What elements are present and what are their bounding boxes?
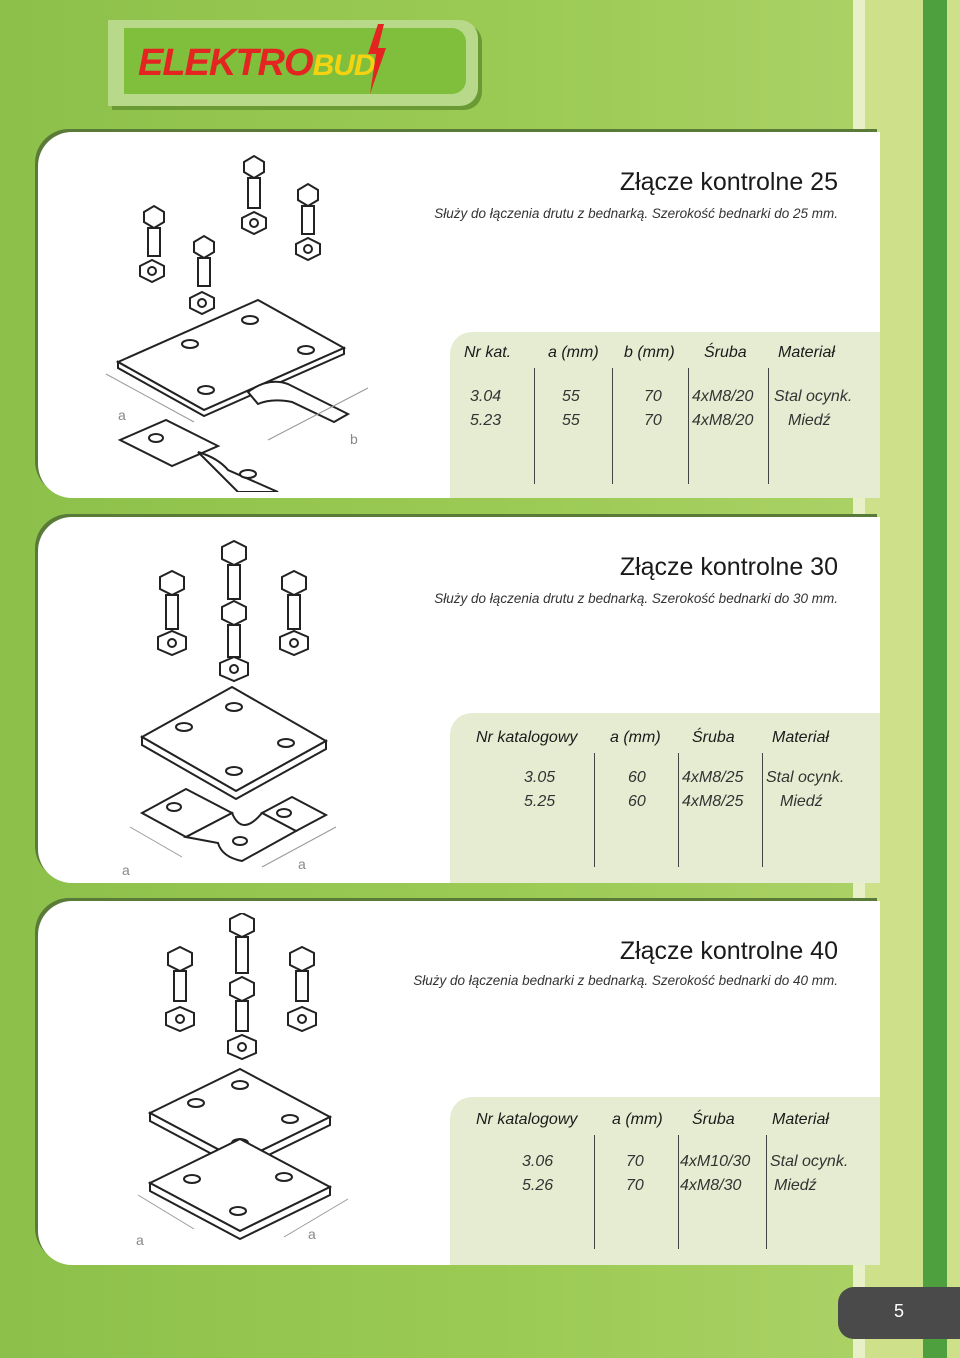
connector-40-drawing <box>134 913 384 1253</box>
bolt-icon <box>166 947 194 1031</box>
table-header: Śruba <box>692 729 735 746</box>
table-cell: 4xM8/25 <box>682 793 744 810</box>
table-cell: 3.06 <box>522 1153 554 1170</box>
page-number: 5 <box>894 1301 905 1321</box>
table-cell: 3.04 <box>470 388 502 405</box>
dimension-label-a: a <box>136 1232 144 1248</box>
side-stripe-edge <box>947 0 960 1358</box>
table-divider <box>678 753 679 867</box>
table-divider <box>766 1135 767 1249</box>
bolt-icon <box>288 947 316 1031</box>
connector-30-drawing <box>122 537 372 877</box>
table-header: Materiał <box>772 729 829 746</box>
table-cell: 4xM8/20 <box>692 388 754 405</box>
table-cell: 70 <box>626 1177 644 1194</box>
table-cell: Stal ocynk. <box>766 769 845 786</box>
bolt-icon <box>190 236 214 314</box>
table-header: Materiał <box>778 344 835 361</box>
dimension-label-a: a <box>298 856 306 872</box>
table-cell: Stal ocynk. <box>770 1153 849 1170</box>
bolt-icon <box>158 571 186 655</box>
bolt-icon <box>220 601 248 681</box>
table-cell: 5.23 <box>470 412 502 429</box>
table-cell: 3.05 <box>524 769 556 786</box>
side-stripe-green <box>923 0 947 1358</box>
table-cell: 4xM8/30 <box>680 1177 742 1194</box>
product-title: Złącze kontrolne 25 <box>619 168 838 196</box>
bolt-icon <box>222 541 246 599</box>
table-cell: 4xM10/30 <box>680 1153 751 1170</box>
product-title: Złącze kontrolne 40 <box>619 937 838 965</box>
product-title: Złącze kontrolne 30 <box>619 553 838 581</box>
table-cell: 5.26 <box>522 1177 554 1194</box>
logo <box>138 42 375 85</box>
bolt-icon <box>296 184 320 260</box>
table-divider <box>688 368 689 484</box>
table-header: a (mm) <box>612 1111 663 1128</box>
dimension-label-a: a <box>122 862 130 877</box>
bolt-icon <box>228 977 256 1059</box>
table-cell: 60 <box>628 793 646 810</box>
lightning-bolt-icon <box>364 24 388 96</box>
product-panel-40 <box>38 901 880 1265</box>
table-divider <box>678 1135 679 1249</box>
table-cell: Miedź <box>788 412 831 429</box>
table-cell: 70 <box>644 388 662 405</box>
table-header: Śruba <box>704 344 747 361</box>
table-cell: 70 <box>644 412 662 429</box>
table-header: Nr kat. <box>464 344 512 361</box>
dimension-label-a: a <box>308 1226 316 1242</box>
table-header: Nr katalogowy <box>476 729 578 746</box>
table-header: a (mm) <box>610 729 661 746</box>
bolt-icon <box>140 206 164 282</box>
table-divider <box>762 753 763 867</box>
logo-part1: ELEKTRO <box>138 42 313 84</box>
table-cell: 4xM8/20 <box>692 412 754 429</box>
bolt-icon <box>280 571 308 655</box>
table-header: b (mm) <box>624 344 675 361</box>
product-description: Służy do łączenia drutu z bednarką. Szerokość bednarki do 25 mm. <box>434 206 838 221</box>
bolt-icon <box>230 913 254 973</box>
table-cell: Stal ocynk. <box>774 388 853 405</box>
logo-inner <box>124 28 466 94</box>
logo-part2: BUD <box>312 49 375 82</box>
product-panel-25 <box>38 132 880 498</box>
table-divider <box>594 753 595 867</box>
table-divider <box>594 1135 595 1249</box>
table-divider <box>534 368 535 484</box>
table-cell: 4xM8/25 <box>682 769 744 786</box>
dimension-label-b: b <box>350 431 358 447</box>
table-cell: 5.25 <box>524 793 556 810</box>
table-header: Materiał <box>772 1111 829 1128</box>
product-description: Służy do łączenia bednarki z bednarką. Szerokość bednarki do 40 mm. <box>413 973 838 988</box>
table-cell: Miedź <box>774 1177 817 1194</box>
table-divider <box>768 368 769 484</box>
table-header: Nr katalogowy <box>476 1111 578 1128</box>
bolt-icon <box>242 156 266 234</box>
table-divider <box>612 368 613 484</box>
product-description: Służy do łączenia drutu z bednarką. Szerokość bednarki do 30 mm. <box>434 591 838 606</box>
table-cell: Miedź <box>780 793 823 810</box>
table-header: a (mm) <box>548 344 599 361</box>
logo-banner <box>108 20 478 106</box>
page-number-badge <box>838 1287 960 1339</box>
table-cell: 70 <box>626 1153 644 1170</box>
dimension-label-a: a <box>118 407 126 423</box>
table-cell: 55 <box>562 388 580 405</box>
table-cell: 60 <box>628 769 646 786</box>
table-cell: 55 <box>562 412 580 429</box>
connector-25-drawing <box>98 152 428 492</box>
table-header: Śruba <box>692 1111 735 1128</box>
product-panel-30 <box>38 517 880 883</box>
